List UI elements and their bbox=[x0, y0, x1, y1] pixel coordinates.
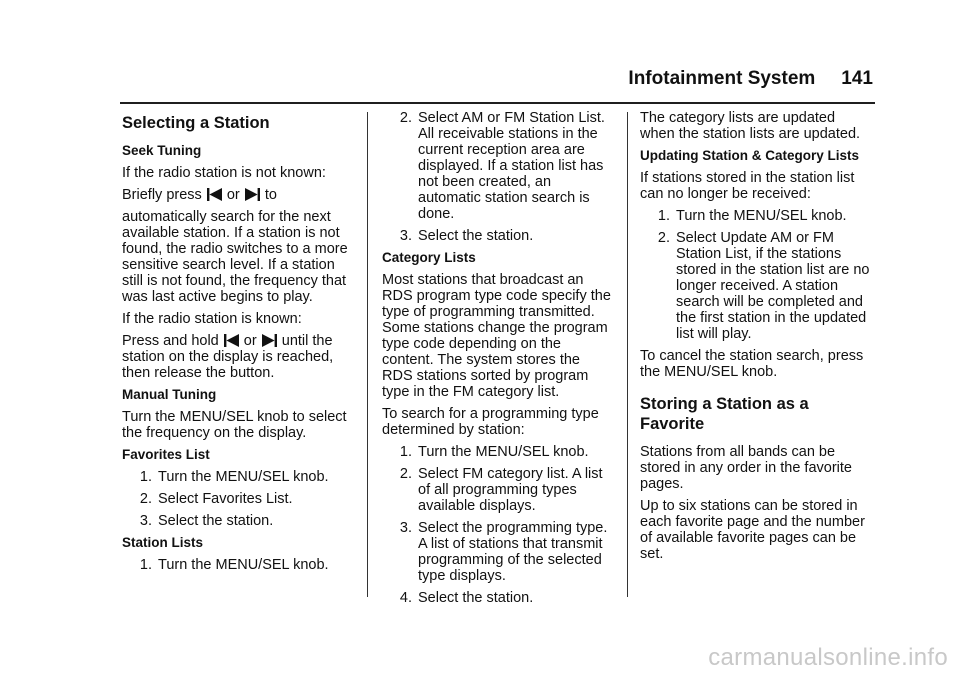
paragraph: If stations stored in the station list can no longer be received: bbox=[640, 170, 855, 202]
seek-back-icon bbox=[207, 188, 222, 201]
paragraph: Stations from all bands can be stored in any order in the favorite pages. bbox=[640, 444, 852, 492]
page-number: 141 bbox=[841, 68, 873, 89]
list-item: 1. Turn the MENU/SEL knob. bbox=[657, 208, 847, 224]
paragraph: To cancel the station search, press the MENU/SEL knob. bbox=[640, 348, 864, 380]
list-item: 4. Select the station. bbox=[399, 590, 534, 606]
chapter-title: Infotainment System bbox=[628, 68, 816, 89]
paragraph: Most stations that broadcast an RDS program type code specify the type of programming transmitted. Some stations change the program type code depending on the content. The system stores the RDS stations sorted by program type in the FM category list. bbox=[382, 272, 611, 400]
subheading-updating-lists: Updating Station & Category Lists bbox=[640, 148, 860, 163]
category-steps bbox=[382, 444, 614, 606]
subheading-category-lists: Category Lists bbox=[382, 250, 476, 265]
seek-forward-icon bbox=[262, 334, 277, 347]
column-divider bbox=[367, 112, 368, 597]
list-item: 3. Select the station. bbox=[399, 228, 534, 244]
paragraph: If the radio station is not known: bbox=[122, 165, 326, 181]
subheading-station-lists: Station Lists bbox=[122, 535, 204, 550]
list-item: 2. Select AM or FM Station List. All receivable stations in the current reception area are displayed. If a station list has not been created, an automatic station search is done. bbox=[399, 110, 605, 222]
list-item: 2. Select Update AM or FM Station List, if the stations stored in the station list are no longer received. A station search will be completed and the first station in the updated list will play. bbox=[657, 230, 870, 342]
station-lists-steps-cont bbox=[382, 110, 614, 244]
column-3 bbox=[640, 110, 872, 568]
column-1 bbox=[122, 110, 354, 579]
section-title-selecting: Selecting a Station bbox=[122, 114, 270, 132]
seek-back-icon bbox=[224, 334, 239, 347]
list-item: 3. Select the programming type. A list of stations that transmit programming of the selected type displays. bbox=[399, 520, 608, 584]
paragraph: Up to six stations can be stored in each favorite page and the number of available favorite pages can be set. bbox=[640, 498, 865, 562]
subheading-manual-tuning: Manual Tuning bbox=[122, 387, 217, 402]
list-item: 2. Select Favorites List. bbox=[139, 491, 293, 507]
list-item: 1. Turn the MENU/SEL knob. bbox=[139, 469, 329, 485]
paragraph: automatically search for the next available station. If a station is not found, the radio switches to a more sensitive search level. If a station still is not found, the frequency that was last active begins to play. bbox=[122, 209, 348, 305]
section-title-storing: Storing a Station as a Favorite bbox=[640, 395, 809, 433]
paragraph-press-and-hold: Press and hold or until the station on the display is reached, then release the button. bbox=[122, 333, 334, 381]
paragraph-briefly-press: Briefly press or to bbox=[122, 187, 277, 203]
seek-forward-icon bbox=[245, 188, 260, 201]
watermark: carmanualsonline.info bbox=[708, 644, 948, 671]
station-lists-steps bbox=[122, 557, 354, 573]
paragraph: Turn the MENU/SEL knob to select the frequency on the display. bbox=[122, 409, 347, 441]
subheading-favorites-list: Favorites List bbox=[122, 447, 210, 462]
list-item: 1. Turn the MENU/SEL knob. bbox=[139, 557, 329, 573]
list-item: 2. Select FM category list. A list of all programming types available displays. bbox=[399, 466, 603, 514]
paragraph: To search for a programming type determined by station: bbox=[382, 406, 599, 438]
subheading-seek-tuning: Seek Tuning bbox=[122, 143, 202, 158]
column-divider bbox=[627, 112, 628, 597]
paragraph: If the radio station is known: bbox=[122, 311, 302, 327]
updating-steps bbox=[640, 208, 872, 342]
page-header bbox=[628, 68, 873, 98]
list-item: 3. Select the station. bbox=[139, 513, 274, 529]
paragraph: The category lists are updated when the station lists are updated. bbox=[640, 110, 861, 142]
header-rule bbox=[120, 102, 875, 104]
favorites-steps bbox=[122, 469, 354, 529]
column-2 bbox=[382, 110, 614, 612]
list-item: 1. Turn the MENU/SEL knob. bbox=[399, 444, 589, 460]
